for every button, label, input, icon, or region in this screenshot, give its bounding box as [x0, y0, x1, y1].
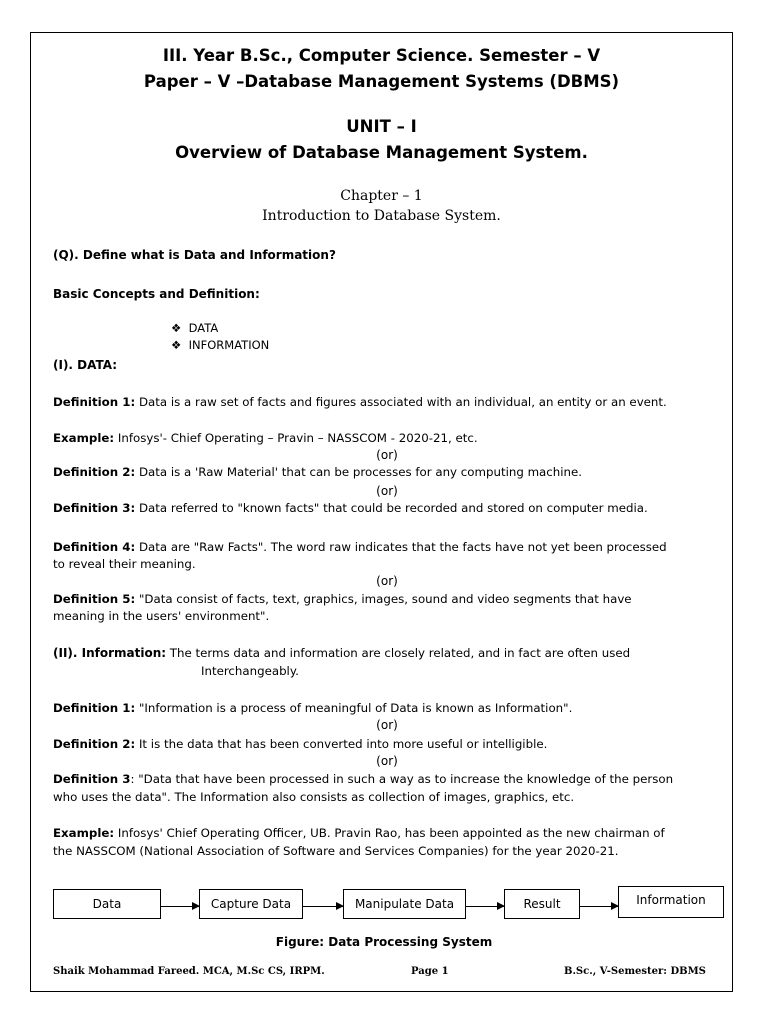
flow-box-data: Data — [53, 889, 161, 919]
flow-box-result: Result — [504, 889, 580, 919]
info-example: Example: Infosys' Chief Operating Officer, UB. Pravin Rao, has been appointed as the new chairman of — [53, 826, 665, 840]
footer-course: B.Sc., V-Semester: DBMS — [564, 966, 706, 977]
data-heading: (I). DATA: — [53, 358, 118, 372]
flow-arrow-icon — [466, 906, 504, 907]
flow-box-capture-data: Capture Data — [199, 889, 303, 919]
diamond-bullet-icon: ❖ — [171, 321, 182, 335]
footer-author: Shaik Mohammad Fareed. MCA, M.Sc CS, IRPM. — [53, 966, 325, 977]
or-separator: (or) — [376, 754, 398, 768]
flow-arrow-icon — [303, 906, 343, 907]
figure-caption: Figure: Data Processing System — [275, 935, 493, 949]
unit-label: UNIT – I — [346, 117, 417, 136]
data-definition-4-cont: to reveal their meaning. — [53, 557, 196, 571]
question-heading: (Q). Define what is Data and Information? — [53, 248, 336, 262]
info-definition-3-cont: who uses the data". The Information also consists as collection of images, graphics, etc. — [53, 790, 575, 804]
or-separator: (or) — [376, 718, 398, 732]
data-definition-5: Definition 5: "Data consist of facts, text, graphics, images, sound and video segments that have — [53, 592, 632, 606]
data-definition-5-cont: meaning in the users' environment". — [53, 609, 270, 623]
diamond-bullet-icon: ❖ — [171, 338, 182, 352]
or-separator: (or) — [376, 448, 398, 462]
or-separator: (or) — [376, 484, 398, 498]
bullet-information: INFORMATION — [188, 338, 270, 352]
info-definition-1: Definition 1: "Information is a process of meaningful of Data is known as Information". — [53, 701, 573, 715]
bullet-data: DATA — [188, 321, 219, 335]
data-definition-4: Definition 4: Data are "Raw Facts". The word raw indicates that the facts have not yet been processed — [53, 540, 667, 554]
flow-box-manipulate-data: Manipulate Data — [343, 889, 466, 919]
bullet-list-item — [171, 338, 269, 352]
course-title: III. Year B.Sc., Computer Science. Semester – V — [162, 46, 601, 65]
paper-title: Paper – V –Database Management Systems (DBMS) — [143, 72, 620, 91]
bullet-list-item — [171, 321, 218, 335]
info-definition-2: Definition 2: It is the data that has been converted into more useful or intelligible. — [53, 737, 548, 751]
flow-arrow-icon — [161, 906, 199, 907]
info-definition-3: Definition 3: "Data that have been processed in such a way as to increase the knowledge of the person — [53, 772, 674, 786]
chapter-label: Chapter – 1 — [340, 188, 423, 204]
data-definition-3: Definition 3: Data referred to "known facts" that could be recorded and stored on computer media. — [53, 501, 648, 515]
data-definition-1: Definition 1: Data is a raw set of facts and figures associated with an individual, an entity or an event. — [53, 395, 667, 409]
unit-title: Overview of Database Management System. — [175, 143, 588, 162]
data-definition-2: Definition 2: Data is a 'Raw Material' that can be processes for any computing machine. — [53, 465, 583, 479]
data-example: Example: Infosys'- Chief Operating – Pravin – NASSCOM - 2020-21, etc. — [53, 431, 478, 445]
information-intro-cont: Interchangeably. — [201, 664, 299, 678]
chapter-title: Introduction to Database System. — [262, 208, 501, 224]
flow-box-information: Information — [618, 886, 724, 918]
or-separator: (or) — [376, 574, 398, 588]
information-heading: (II). Information: The terms data and information are closely related, and in fact are often used — [53, 646, 631, 660]
footer-page-number: Page 1 — [411, 966, 449, 977]
flow-arrow-icon — [580, 906, 618, 907]
info-example-cont: the NASSCOM (National Association of Software and Services Companies) for the year 2020-21. — [53, 844, 619, 858]
basic-concepts-heading: Basic Concepts and Definition: — [53, 287, 260, 301]
